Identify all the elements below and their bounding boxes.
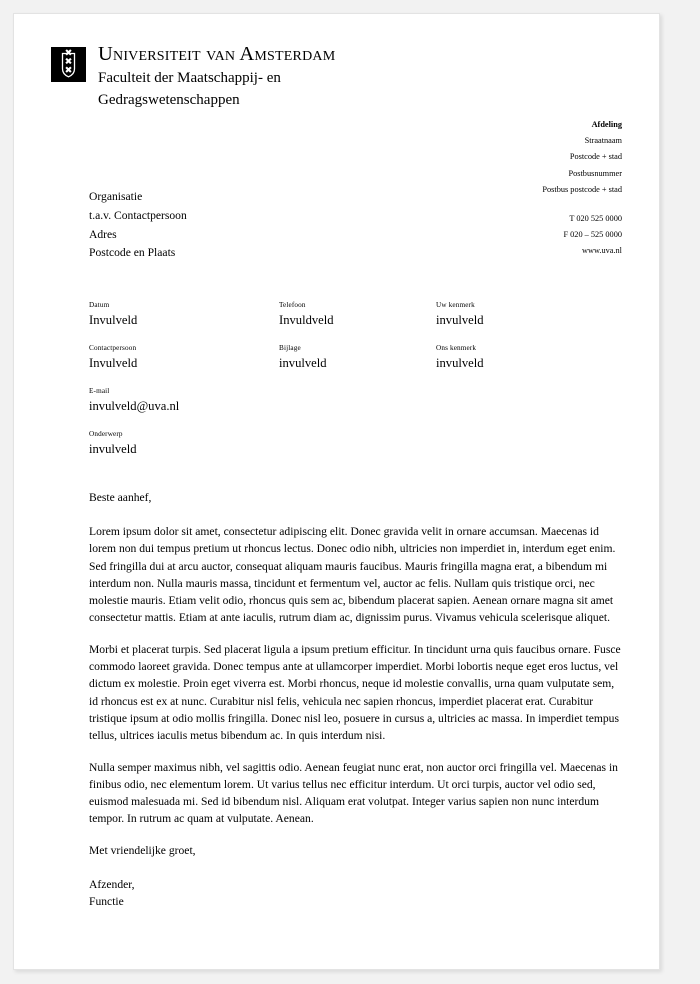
letter-paragraph-1: Lorem ipsum dolor sit amet, consectetur adipiscing elit. Donec gravida velit in ornare accumsan. Maecenas id lorem non dui tempus pretium ut rhoncus lectus. Donec odio nibh, ultricies non imperdiet in, interdum eget enim. Sed fringilla dui at arcu auctor, consequat aliquam mauris faucibus. Mauris fringilla magna erat, a bibendum mi interdum non. Nulla mauris massa, tincidunt et fermentum vel, auctor ac felis. Nullam quis tristique orci, nec molestie mauris. Etiam velit odio, rhoncus quis sem ac, bibendum placerat sapien. Aenean ornare magna sit amet consectetur mattis. Etiam at ante iaculis, rutrum diam ac, dignissim purus. Vivamus vehicula scelerisque aliquet. (89, 525, 616, 625)
sender-department: Afdeling (591, 120, 622, 129)
recipient-address: Adres (89, 227, 117, 241)
meta-field-email (89, 387, 179, 414)
meta-value-datum[interactable]: Invulveld (89, 312, 138, 327)
meta-field-datum (89, 301, 137, 328)
letter-sender-function: Functie (89, 895, 124, 909)
meta-field-ons-kenmerk (436, 344, 484, 371)
meta-value-contactpersoon[interactable]: Invulveld (89, 355, 138, 370)
university-name: Universiteit van Amsterdam (98, 43, 336, 65)
recipient-organisation: Organisatie (89, 190, 143, 203)
letter-paragraph-2: Morbi et placerat turpis. Sed placerat ligula a ipsum pretium efficitur. In tincidunt urna quis faucibus ornare. Fusce commodo laoreet gravida. Donec tempus ante at ullamcorper imperdiet. Morbi lobortis neque eget eros luctus, vel dictum ex molestie. Proin eget viverra est. Morbi rhoncus, neque id molestie convallis, urna quam vulputate sem, id rhoncus est ex at nunc. Curabitur nisl felis, vehicula nec sapien rhoncus, imperdiet placerat erat. Curabitur tristique ipsum at odio mollis fringilla. Donec nisl leo, posuere in cursus a, ultricies ac massa. In imperdiet tempus tellus, ultrices iaculis metus bibendum ac. In quis interdum nisi. (89, 642, 621, 742)
sender-phone: T 020 525 0000 (569, 213, 622, 223)
meta-value-bijlage[interactable]: invulveld (279, 355, 327, 370)
meta-value-email[interactable]: invulveld@uva.nl (89, 398, 180, 413)
meta-label-uw-kenmerk: Uw kenmerk (436, 301, 475, 309)
meta-field-bijlage (279, 344, 327, 371)
meta-label-onderwerp: Onderwerp (89, 430, 123, 438)
sender-address-block (542, 117, 622, 259)
recipient-postcode-city: Postcode en Plaats (89, 246, 176, 260)
meta-field-contactpersoon (89, 344, 137, 371)
meta-value-ons-kenmerk[interactable]: invulveld (436, 355, 484, 370)
letter-page (13, 13, 660, 970)
meta-value-onderwerp[interactable]: invulveld (89, 441, 137, 456)
meta-row (89, 430, 589, 473)
letter-paragraph-3: Nulla semper maximus nibh, vel sagittis odio. Aenean feugiat nunc erat, non auctor orci fringilla vel. Maecenas in finibus odio, nec elementum lorem. Ut varius tellus nec efficitur interdum. Ut orci turpis, auctor vel odio sed, euismod malesuada mi. Sed id bibendum nisl. Aliquam erat volutpat. Integer varius sapien non nunc interdum tempor. In rutrum ac quam at vulputate. Aenean. (89, 760, 618, 826)
meta-field-uw-kenmerk (436, 301, 484, 328)
uva-coat-of-arms-icon (51, 47, 86, 82)
sender-po-box-postcode-city: Postbus postcode + stad (542, 184, 622, 194)
sender-po-box: Postbusnummer (568, 168, 622, 178)
sender-street: Straatnaam (584, 136, 622, 146)
meta-row (89, 387, 589, 430)
faculty-name-line1: Faculteit der Maatschappij- en (98, 69, 281, 86)
meta-label-telefoon: Telefoon (279, 301, 306, 309)
recipient-attention: t.a.v. Contactpersoon (89, 208, 187, 222)
meta-value-uw-kenmerk[interactable]: invulveld (436, 312, 484, 327)
address-spacer (542, 198, 622, 211)
meta-label-datum: Datum (89, 301, 110, 309)
recipient-address-block (89, 188, 187, 263)
meta-label-ons-kenmerk: Ons kenmerk (436, 344, 477, 352)
sender-postcode-city: Postcode + stad (569, 152, 622, 162)
sender-website: www.uva.nl (581, 246, 622, 256)
sender-fax: F 020 – 525 0000 (563, 230, 622, 240)
letter-meta-grid (89, 301, 589, 473)
letter-salutation: Beste aanhef, (89, 491, 152, 504)
meta-field-onderwerp (89, 430, 137, 457)
meta-row (89, 344, 589, 387)
meta-label-email: E-mail (89, 387, 110, 395)
meta-label-contactpersoon: Contactpersoon (89, 344, 137, 352)
letter-body (89, 489, 624, 911)
faculty-name-line2: Gedragswetenschappen (98, 91, 240, 108)
meta-value-telefoon[interactable]: Invuldveld (279, 312, 334, 327)
meta-row (89, 301, 589, 344)
letter-sender-name: Afzender, (89, 878, 135, 892)
meta-field-telefoon (279, 301, 334, 328)
meta-label-bijlage: Bijlage (279, 344, 301, 352)
letterhead-header (51, 44, 335, 110)
letter-closing: Met vriendelijke groet, (89, 843, 196, 857)
